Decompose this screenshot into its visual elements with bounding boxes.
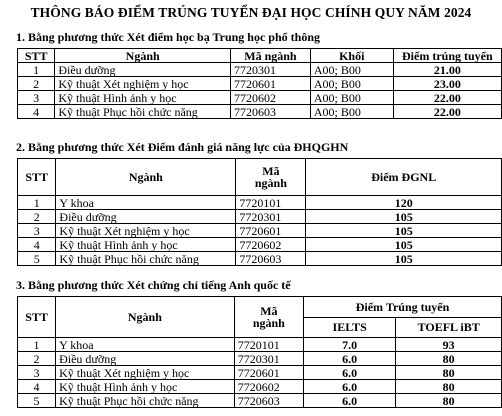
cell-diem: 105 xyxy=(306,210,502,224)
header-ma-line1: Mã xyxy=(260,304,278,318)
cell-diem: 105 xyxy=(306,238,502,252)
cell-nganh: Kỹ thuật Hình ảnh y học xyxy=(56,238,236,252)
header-nganh: Ngành xyxy=(56,297,235,338)
cell-stt: 3 xyxy=(18,224,56,238)
cell-diem: 105 xyxy=(306,224,502,238)
table-tieng-anh xyxy=(17,296,502,408)
cell-nganh: Kỹ thuật Xét nghiệm y học xyxy=(56,224,236,238)
cell-ma: 7720603 xyxy=(236,252,306,266)
cell-ma: 7720602 xyxy=(234,380,303,394)
cell-diem: 23.00 xyxy=(393,77,501,91)
cell-ma: 7720602 xyxy=(236,238,306,252)
section-1-heading: 1. Bằng phương thức Xét điểm học bạ Trung học phổ thông xyxy=(16,30,320,44)
cell-khoi: A00; B00 xyxy=(310,77,393,91)
cell-ma: 7720101 xyxy=(236,196,306,210)
header-toefl: TOEFL iBT xyxy=(396,317,502,338)
table-header-row xyxy=(18,49,502,63)
header-stt: STT xyxy=(18,49,55,63)
table-row xyxy=(18,105,502,119)
cell-ma: 7720101 xyxy=(234,338,303,352)
header-stt: STT xyxy=(18,159,56,196)
cell-ielts: 7.0 xyxy=(304,338,396,352)
cell-nganh: Điều dưỡng xyxy=(56,352,235,366)
header-khoi: Khối xyxy=(310,49,393,63)
cell-nganh: Y khoa xyxy=(56,338,235,352)
header-ma-nganh: Mã ngành xyxy=(231,49,311,63)
cell-nganh: Kỹ thuật Hình ảnh y học xyxy=(55,91,231,105)
header-nganh: Ngành xyxy=(55,49,231,63)
header-ma-nganh xyxy=(234,297,303,338)
table-row xyxy=(18,352,502,366)
cell-khoi: A00; B00 xyxy=(310,105,393,119)
header-ma-line1: Mã xyxy=(262,164,280,178)
header-stt: STT xyxy=(18,297,56,338)
table-dgnl xyxy=(17,158,502,266)
cell-ma: 7720601 xyxy=(231,77,311,91)
cell-ma: 7720301 xyxy=(231,63,311,77)
cell-nganh: Kỹ thuật Xét nghiệm y học xyxy=(55,77,231,91)
table-hoc-ba xyxy=(17,48,502,119)
cell-ma: 7720601 xyxy=(234,366,303,380)
header-ma-nganh xyxy=(236,159,306,196)
cell-ielts: 6.0 xyxy=(304,380,396,394)
cell-ielts: 6.0 xyxy=(304,352,396,366)
cell-ielts: 6.0 xyxy=(304,394,396,408)
cell-toefl: 80 xyxy=(396,366,502,380)
header-diem-dgnl: Điểm ĐGNL xyxy=(306,159,502,196)
table-row xyxy=(18,394,502,408)
cell-diem: 21.00 xyxy=(393,63,501,77)
cell-ma: 7720602 xyxy=(231,91,311,105)
cell-stt: 5 xyxy=(18,252,56,266)
header-nganh: Ngành xyxy=(56,159,236,196)
cell-stt: 2 xyxy=(18,210,56,224)
cell-toefl: 93 xyxy=(396,338,502,352)
cell-diem: 120 xyxy=(306,196,502,210)
cell-stt: 4 xyxy=(18,380,56,394)
cell-nganh: Kỹ thuật Phục hồi chức năng xyxy=(56,394,235,408)
cell-stt: 3 xyxy=(18,366,56,380)
header-ma-line2: ngành xyxy=(254,176,287,190)
header-ielts: IELTS xyxy=(304,317,396,338)
table-row xyxy=(18,63,502,77)
cell-stt: 5 xyxy=(18,394,56,408)
cell-toefl: 80 xyxy=(396,352,502,366)
table-row xyxy=(18,91,502,105)
cell-stt: 3 xyxy=(18,91,55,105)
cell-stt: 1 xyxy=(18,63,55,77)
cell-stt: 2 xyxy=(18,77,55,91)
table-row xyxy=(18,238,502,252)
cell-stt: 1 xyxy=(18,196,56,210)
cell-ma: 7720301 xyxy=(234,352,303,366)
cell-diem: 22.00 xyxy=(393,105,501,119)
cell-stt: 1 xyxy=(18,338,56,352)
table-row xyxy=(18,252,502,266)
table-row xyxy=(18,338,502,352)
table-row xyxy=(18,380,502,394)
cell-stt: 4 xyxy=(18,238,56,252)
cell-nganh: Điều dưỡng xyxy=(56,210,236,224)
section-3-heading: 3. Bằng phương thức Xét chứng chỉ tiếng Anh quốc tế xyxy=(16,278,291,292)
table-header-row xyxy=(18,159,502,196)
table-row xyxy=(18,196,502,210)
cell-toefl: 80 xyxy=(396,394,502,408)
cell-ma: 7720601 xyxy=(236,224,306,238)
section-2-heading: 2. Bằng phương thức Xét Điểm đánh giá năng lực của ĐHQGHN xyxy=(16,140,349,154)
cell-toefl: 80 xyxy=(396,380,502,394)
cell-khoi: A00; B00 xyxy=(310,63,393,77)
cell-ma: 7720603 xyxy=(234,394,303,408)
cell-stt: 4 xyxy=(18,105,55,119)
table-header-row xyxy=(18,297,502,318)
table-row xyxy=(18,224,502,238)
cell-nganh: Kỹ thuật Xét nghiệm y học xyxy=(56,366,235,380)
document-title: THÔNG BÁO ĐIỂM TRÚNG TUYỂN ĐẠI HỌC CHÍNH QUY NĂM 2024 xyxy=(30,5,472,20)
cell-nganh: Kỹ thuật Phục hồi chức năng xyxy=(56,252,236,266)
table-row xyxy=(18,366,502,380)
cell-diem: 105 xyxy=(306,252,502,266)
cell-nganh: Y khoa xyxy=(56,196,236,210)
cell-nganh: Kỹ thuật Phục hồi chức năng xyxy=(55,105,231,119)
cell-nganh: Điều dưỡng xyxy=(55,63,231,77)
cell-nganh: Kỹ thuật Hình ảnh y học xyxy=(56,380,235,394)
cell-diem: 22.00 xyxy=(393,91,501,105)
cell-khoi: A00; B00 xyxy=(310,91,393,105)
cell-stt: 2 xyxy=(18,352,56,366)
cell-ielts: 6.0 xyxy=(304,366,396,380)
cell-ma: 7720603 xyxy=(231,105,311,119)
header-ma-line2: ngành xyxy=(252,316,285,330)
header-diem: Điểm trúng tuyển xyxy=(393,49,501,63)
table-row xyxy=(18,210,502,224)
header-diem-group: Điểm Trúng tuyển xyxy=(304,297,502,318)
cell-ma: 7720301 xyxy=(236,210,306,224)
table-row xyxy=(18,77,502,91)
